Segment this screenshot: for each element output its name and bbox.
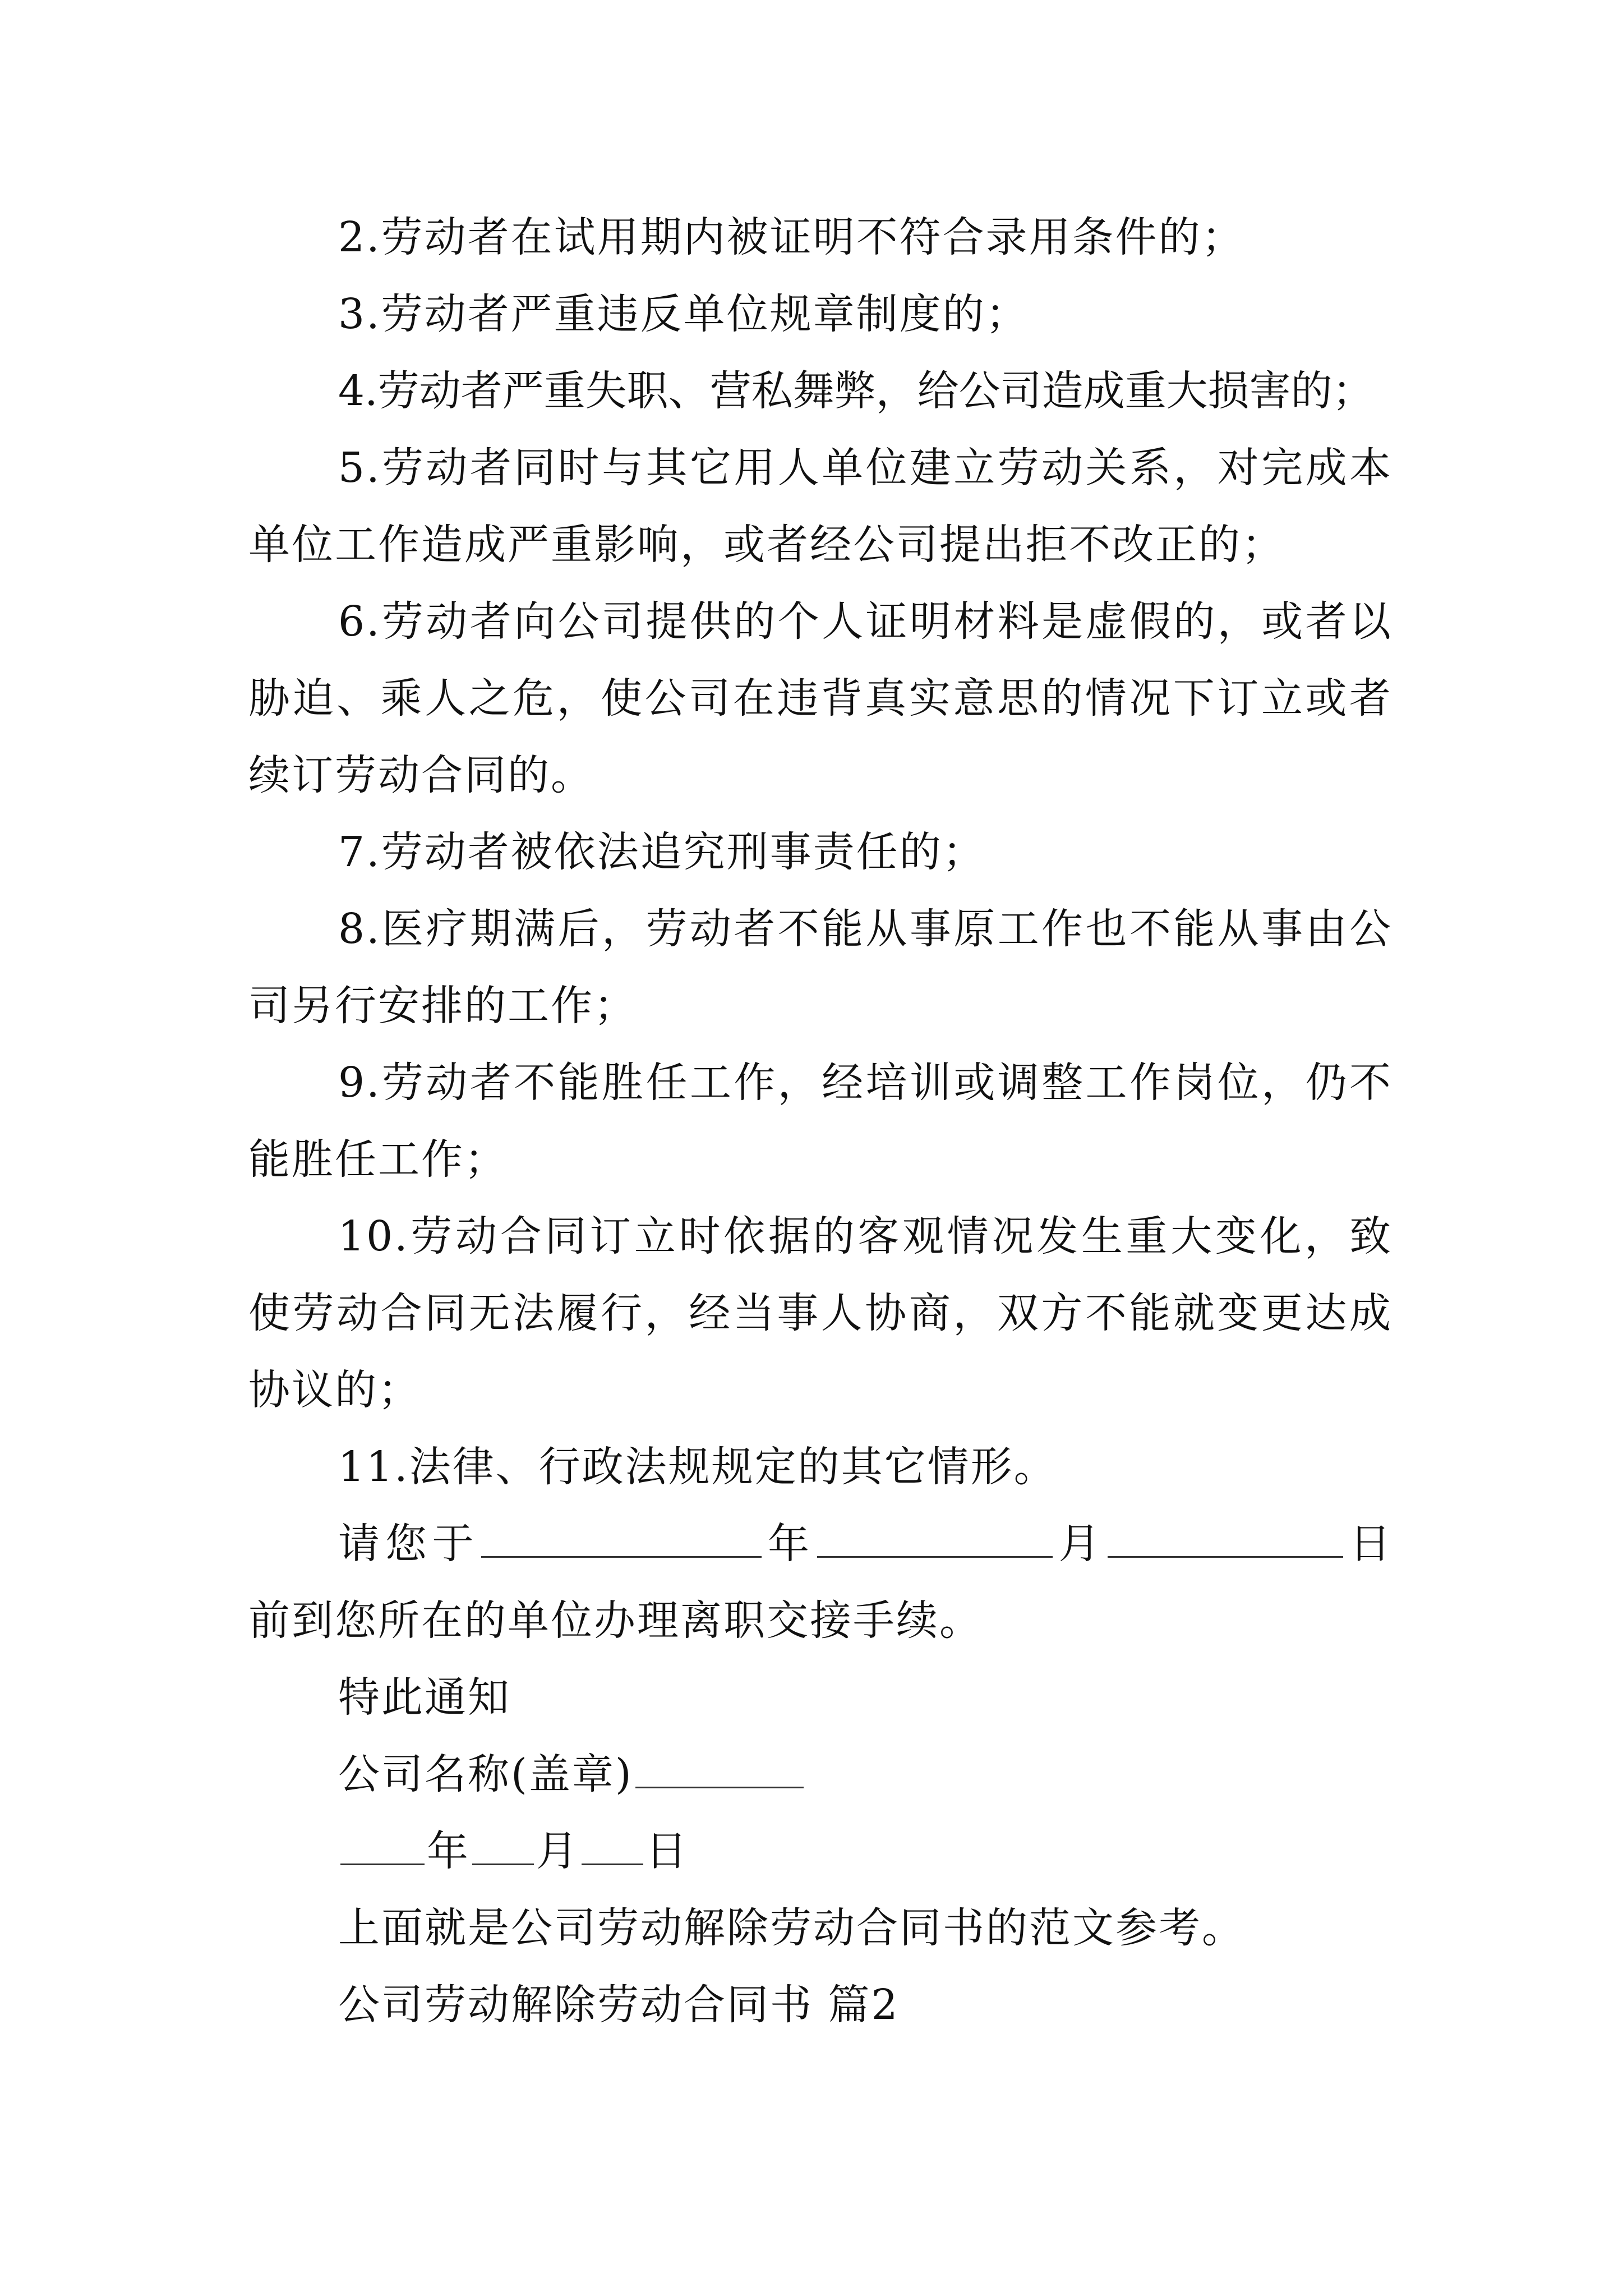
sign-year-label: 年 xyxy=(427,1827,470,1875)
clause-3: 3.劳动者严重违反单位规章制度的； xyxy=(338,290,1029,338)
summary-text: 上面就是公司劳动解除劳动合同书的范文参考。 xyxy=(338,1904,1245,1952)
day-blank xyxy=(1108,1519,1343,1558)
company-name-blank xyxy=(635,1750,804,1788)
clause-11: 11.法律、行政法规规定的其它情形。 xyxy=(338,1443,1057,1491)
clause-10: 10.劳动合同订立时依据的客观情况发生重大变化，致使劳动合同无法履行，经当事人协商，双方不能就变更达成协议的； xyxy=(248,1212,1393,1414)
month-blank xyxy=(817,1519,1053,1558)
clause-2: 2.劳动者在试用期内被证明不符合录用条件的； xyxy=(338,213,1245,261)
clause-9: 9.劳动者不能胜任工作，经培训或调整工作岗位，仍不能胜任工作； xyxy=(248,1059,1393,1184)
clause-5: 5.劳动者同时与其它用人单位建立劳动关系，对完成本单位工作造成严重影响，或者经公司提出拒不改正的； xyxy=(248,444,1393,569)
notice-paragraph xyxy=(248,1506,1393,1659)
notice-prefix: 请您于 xyxy=(338,1520,479,1568)
clause-6: 6.劳动者向公司提供的个人证明材料是虚假的，或者以胁迫、乘人之危，使公司在违背真实意思的情况下订立或者续订劳动合同的。 xyxy=(248,597,1393,799)
next-section-heading: 公司劳动解除劳动合同书 篇2 xyxy=(338,1981,900,2029)
closing-text: 特此通知 xyxy=(338,1673,511,1722)
sign-day-blank xyxy=(582,1826,643,1865)
clause-4: 4.劳动者严重失职、营私舞弊，给公司造成重大损害的； xyxy=(338,367,1374,415)
notice-continuation: 前到您所在的单位办理离职交接手续。 xyxy=(248,1596,983,1645)
clause-7: 7.劳动者被依法追究刑事责任的； xyxy=(338,828,986,876)
sign-day-label: 日 xyxy=(645,1827,689,1875)
company-seal-line xyxy=(248,1736,1393,1813)
notice-day-label: 日 xyxy=(1345,1520,1393,1568)
sign-month-label: 月 xyxy=(536,1827,579,1875)
notice-month-label: 月 xyxy=(1054,1520,1106,1568)
document-body xyxy=(248,199,1393,2044)
sign-month-blank xyxy=(472,1826,534,1865)
sign-year-blank xyxy=(340,1826,425,1865)
company-label: 公司名称(盖章) xyxy=(338,1750,633,1798)
clause-8: 8.医疗期满后，劳动者不能从事原工作也不能从事由公司另行安排的工作； xyxy=(248,905,1393,1030)
notice-year-label: 年 xyxy=(764,1520,815,1568)
signature-date-line xyxy=(248,1813,1393,1890)
year-blank xyxy=(481,1519,762,1558)
